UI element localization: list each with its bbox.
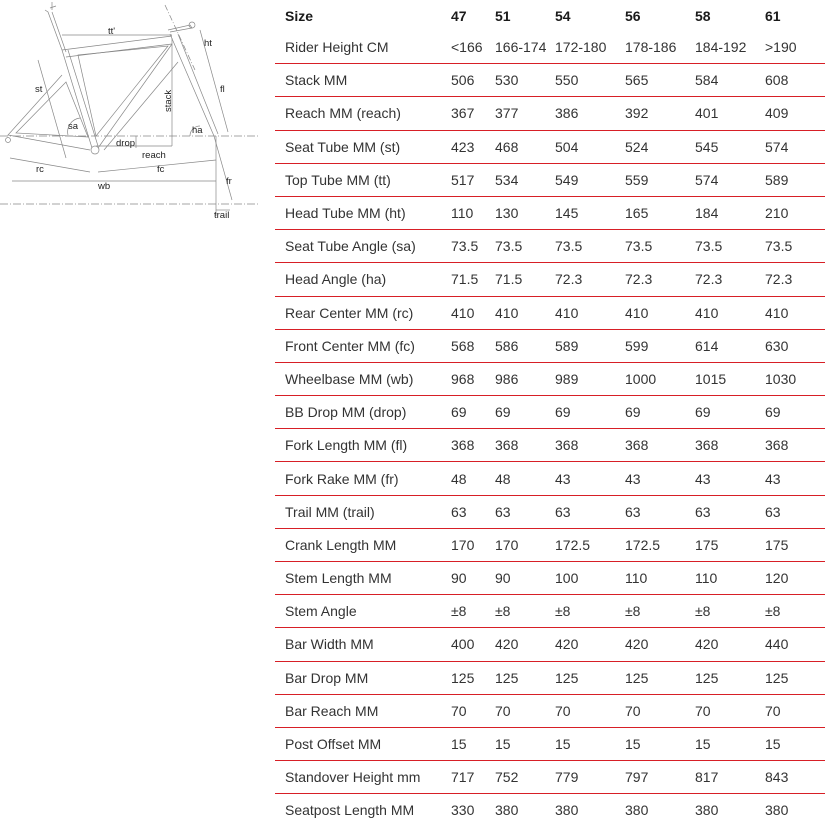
cell-value: 15 <box>495 736 511 753</box>
row-label: BB Drop MM (drop) <box>285 404 407 421</box>
cell-value: 368 <box>765 437 789 454</box>
bike-frame-illustration <box>0 0 265 230</box>
cell-value: <166 <box>451 39 483 56</box>
cell-value: 524 <box>625 138 649 155</box>
cell-value: 410 <box>495 304 519 321</box>
cell-value: 330 <box>451 802 475 819</box>
cell-value: 410 <box>451 304 475 321</box>
table-row <box>275 794 825 827</box>
table-row <box>275 263 825 296</box>
cell-value: 178-186 <box>625 39 677 56</box>
table-row <box>275 230 825 263</box>
cell-value: 125 <box>765 669 789 686</box>
cell-value: 73.5 <box>495 238 523 255</box>
row-label: Reach MM (reach) <box>285 105 401 122</box>
table-row <box>275 429 825 462</box>
label-ha: ha <box>192 125 203 136</box>
cell-value: 165 <box>625 205 649 222</box>
cell-value: 73.5 <box>625 238 653 255</box>
cell-value: 125 <box>625 669 649 686</box>
row-label: Seat Tube MM (st) <box>285 138 401 155</box>
cell-value: 72.3 <box>695 271 723 288</box>
cell-value: 608 <box>765 72 789 89</box>
cell-value: 63 <box>555 503 571 520</box>
cell-value: 368 <box>625 437 649 454</box>
cell-value: 400 <box>451 636 475 653</box>
table-row <box>275 761 825 794</box>
cell-value: 90 <box>495 570 511 587</box>
cell-value: 69 <box>495 404 511 421</box>
label-trail: trail <box>214 210 230 221</box>
label-rc: rc <box>36 164 44 175</box>
row-label: Rear Center MM (rc) <box>285 304 414 321</box>
row-label: Head Tube MM (ht) <box>285 205 406 222</box>
row-label: Front Center MM (fc) <box>285 337 415 354</box>
header-size-61: 61 <box>765 7 781 24</box>
cell-value: 73.5 <box>451 238 479 255</box>
cell-value: 130 <box>495 205 519 222</box>
cell-value: 15 <box>555 736 571 753</box>
cell-value: 392 <box>625 105 649 122</box>
row-label: Fork Length MM (fl) <box>285 437 408 454</box>
row-label: Head Angle (ha) <box>285 271 387 288</box>
label-fl: fl <box>220 84 225 95</box>
cell-value: ±8 <box>495 603 511 620</box>
label-sa: sa <box>68 121 79 132</box>
cell-value: 368 <box>451 437 475 454</box>
cell-value: 401 <box>695 105 719 122</box>
cell-value: 380 <box>695 802 719 819</box>
cell-value: 589 <box>555 337 579 354</box>
cell-value: 110 <box>625 570 648 587</box>
label-ht: ht <box>204 38 212 49</box>
cell-value: 110 <box>695 570 718 587</box>
cell-value: 70 <box>495 702 511 719</box>
cell-value: 420 <box>695 636 719 653</box>
cell-value: 752 <box>495 769 519 786</box>
row-label: Seatpost Length MM <box>285 802 415 819</box>
cell-value: 15 <box>625 736 641 753</box>
cell-value: 599 <box>625 337 649 354</box>
row-label: Stem Length MM <box>285 570 392 587</box>
cell-value: 1000 <box>625 370 657 387</box>
cell-value: 48 <box>495 470 511 487</box>
table-row <box>275 31 825 64</box>
table-row <box>275 97 825 130</box>
cell-value: 420 <box>495 636 519 653</box>
cell-value: 409 <box>765 105 789 122</box>
table-row <box>275 528 825 561</box>
table-row <box>275 329 825 362</box>
cell-value: 534 <box>495 171 519 188</box>
cell-value: 70 <box>625 702 641 719</box>
cell-value: 1015 <box>695 370 727 387</box>
cell-value: 368 <box>495 437 519 454</box>
cell-value: 989 <box>555 370 579 387</box>
cell-value: 43 <box>695 470 711 487</box>
cell-value: 69 <box>765 404 781 421</box>
cell-value: 63 <box>695 503 711 520</box>
cell-value: 549 <box>555 171 579 188</box>
cell-value: 63 <box>765 503 781 520</box>
table-row <box>275 727 825 760</box>
cell-value: 184 <box>695 205 719 222</box>
table-row <box>275 130 825 163</box>
cell-value: 175 <box>695 536 719 553</box>
cell-value: 368 <box>555 437 579 454</box>
cell-value: 73.5 <box>695 238 723 255</box>
row-label: Post Offset MM <box>285 736 382 753</box>
table-row <box>275 661 825 694</box>
cell-value: 380 <box>765 802 789 819</box>
cell-value: 586 <box>495 337 519 354</box>
label-reach: reach <box>142 150 166 161</box>
cell-value: 71.5 <box>495 271 523 288</box>
label-st: st <box>35 84 43 95</box>
geometry-table <box>275 0 825 827</box>
cell-value: 410 <box>625 304 649 321</box>
row-label: Bar Width MM <box>285 636 374 653</box>
cell-value: 530 <box>495 72 519 89</box>
cell-value: 380 <box>555 802 579 819</box>
cell-value: 506 <box>451 72 475 89</box>
label-tt: tt' <box>108 26 116 37</box>
cell-value: ±8 <box>765 603 781 620</box>
cell-value: ±8 <box>555 603 571 620</box>
table-row <box>275 296 825 329</box>
cell-value: 550 <box>555 72 579 89</box>
cell-value: 170 <box>451 536 475 553</box>
row-label: Trail MM (trail) <box>285 503 375 520</box>
cell-value: 380 <box>495 802 519 819</box>
cell-value: 210 <box>765 205 789 222</box>
cell-value: 125 <box>555 669 579 686</box>
cell-value: 184-192 <box>695 39 747 56</box>
row-label: Top Tube MM (tt) <box>285 171 391 188</box>
cell-value: 72.3 <box>555 271 583 288</box>
cell-value: 172.5 <box>555 536 591 553</box>
table-row <box>275 595 825 628</box>
cell-value: 63 <box>625 503 641 520</box>
header-size: Size <box>285 7 314 24</box>
cell-value: 43 <box>625 470 641 487</box>
cell-value: 125 <box>495 669 519 686</box>
cell-value: 110 <box>451 205 474 222</box>
cell-value: 717 <box>451 769 475 786</box>
cell-value: 63 <box>495 503 511 520</box>
cell-value: 574 <box>765 138 789 155</box>
cell-value: 968 <box>451 370 475 387</box>
cell-value: 986 <box>495 370 519 387</box>
row-label: Wheelbase MM (wb) <box>285 370 414 387</box>
header-size-47: 47 <box>451 7 467 24</box>
label-stack: stack <box>163 89 174 112</box>
table-header-row <box>275 0 825 31</box>
cell-value: 69 <box>695 404 711 421</box>
cell-value: 70 <box>555 702 571 719</box>
cell-value: 817 <box>695 769 719 786</box>
cell-value: 43 <box>555 470 571 487</box>
cell-value: 504 <box>555 138 579 155</box>
row-label: Rider Height CM <box>285 39 389 56</box>
cell-value: ±8 <box>695 603 711 620</box>
cell-value: 90 <box>451 570 467 587</box>
cell-value: 125 <box>695 669 719 686</box>
row-label: Fork Rake MM (fr) <box>285 470 399 487</box>
cell-value: 70 <box>765 702 781 719</box>
cell-value: 440 <box>765 636 789 653</box>
cell-value: 559 <box>625 171 649 188</box>
cell-value: 420 <box>625 636 649 653</box>
cell-value: 377 <box>495 105 519 122</box>
row-label: Bar Reach MM <box>285 702 379 719</box>
cell-value: 1030 <box>765 370 797 387</box>
cell-value: 568 <box>451 337 475 354</box>
cell-value: 545 <box>695 138 719 155</box>
header-size-58: 58 <box>695 7 711 24</box>
cell-value: 172.5 <box>625 536 661 553</box>
header-size-56: 56 <box>625 7 641 24</box>
cell-value: 410 <box>555 304 579 321</box>
cell-value: 70 <box>695 702 711 719</box>
cell-value: 172-180 <box>555 39 607 56</box>
header-size-54: 54 <box>555 7 571 24</box>
label-fc: fc <box>157 164 165 175</box>
cell-value: 72.3 <box>765 271 793 288</box>
cell-value: 367 <box>451 105 475 122</box>
table-body <box>275 31 825 827</box>
cell-value: 70 <box>451 702 467 719</box>
cell-value: 15 <box>765 736 781 753</box>
cell-value: 145 <box>555 205 579 222</box>
cell-value: 584 <box>695 72 719 89</box>
cell-value: 410 <box>765 304 789 321</box>
row-label: Bar Drop MM <box>285 669 369 686</box>
cell-value: 380 <box>625 802 649 819</box>
label-drop: drop <box>116 138 136 149</box>
frame-geometry-diagram <box>0 0 265 230</box>
header-size-51: 51 <box>495 7 511 24</box>
cell-value: 368 <box>695 437 719 454</box>
cell-value: ±8 <box>451 603 467 620</box>
table-row <box>275 396 825 429</box>
cell-value: 63 <box>451 503 467 520</box>
cell-value: 410 <box>695 304 719 321</box>
cell-value: 779 <box>555 769 579 786</box>
cell-value: 797 <box>625 769 649 786</box>
cell-value: 574 <box>695 171 719 188</box>
table-row <box>275 628 825 661</box>
table-row <box>275 64 825 97</box>
cell-value: >190 <box>765 39 797 56</box>
cell-value: 125 <box>451 669 475 686</box>
table-row <box>275 163 825 196</box>
cell-value: 170 <box>495 536 519 553</box>
cell-value: 71.5 <box>451 271 479 288</box>
cell-value: 69 <box>625 404 641 421</box>
row-label: Stack MM <box>285 72 348 89</box>
cell-value: 843 <box>765 769 789 786</box>
row-label: Seat Tube Angle (sa) <box>285 238 416 255</box>
cell-value: 73.5 <box>555 238 583 255</box>
table-row <box>275 495 825 528</box>
cell-value: 48 <box>451 470 467 487</box>
cell-value: 420 <box>555 636 579 653</box>
cell-value: 43 <box>765 470 781 487</box>
table-row <box>275 562 825 595</box>
cell-value: 166-174 <box>495 39 547 56</box>
cell-value: 15 <box>695 736 711 753</box>
cell-value: 589 <box>765 171 789 188</box>
cell-value: 100 <box>555 570 579 587</box>
row-label: Crank Length MM <box>285 536 397 553</box>
label-fr: fr <box>226 176 232 187</box>
cell-value: 423 <box>451 138 475 155</box>
cell-value: ±8 <box>625 603 641 620</box>
cell-value: 630 <box>765 337 789 354</box>
cell-value: 72.3 <box>625 271 653 288</box>
cell-value: 120 <box>765 570 789 587</box>
label-wb: wb <box>98 181 111 192</box>
cell-value: 468 <box>495 138 519 155</box>
cell-value: 386 <box>555 105 579 122</box>
row-label: Stem Angle <box>285 603 357 620</box>
cell-value: 15 <box>451 736 467 753</box>
table-row <box>275 362 825 395</box>
table-row <box>275 196 825 229</box>
cell-value: 73.5 <box>765 238 793 255</box>
table-row <box>275 694 825 727</box>
cell-value: 69 <box>555 404 571 421</box>
table-row <box>275 462 825 495</box>
row-label: Standover Height mm <box>285 769 421 786</box>
cell-value: 175 <box>765 536 789 553</box>
cell-value: 517 <box>451 171 475 188</box>
cell-value: 565 <box>625 72 649 89</box>
cell-value: 614 <box>695 337 719 354</box>
cell-value: 69 <box>451 404 467 421</box>
